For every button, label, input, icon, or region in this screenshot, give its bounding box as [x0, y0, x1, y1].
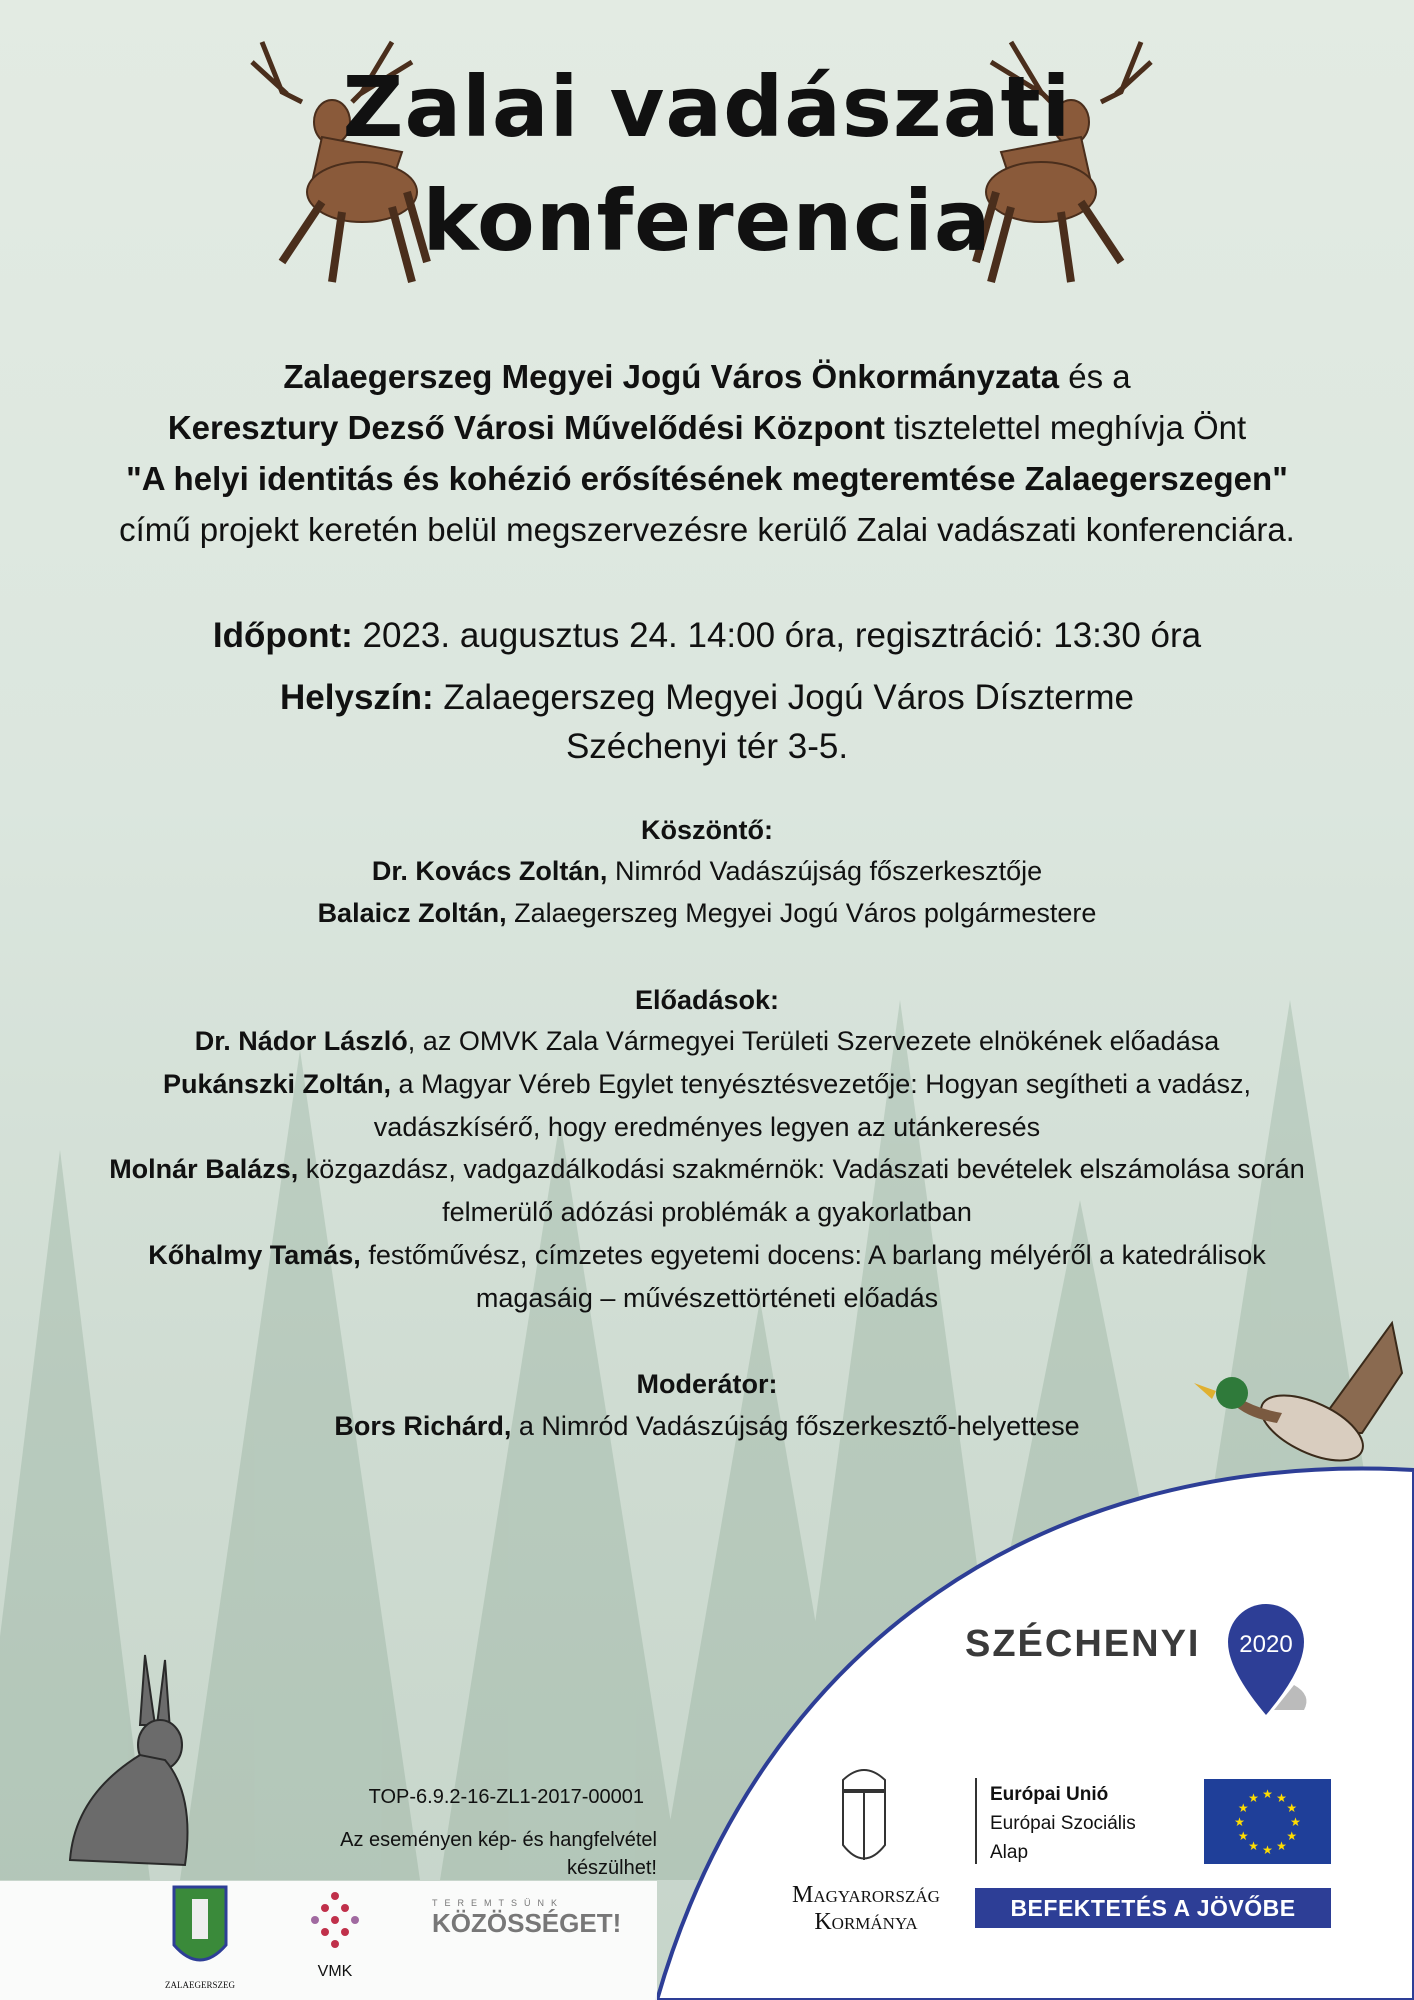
- intro-text: és a: [1059, 358, 1131, 395]
- zalaegerszeg-logo: ZALAEGERSZEG: [165, 1885, 235, 1990]
- talk-item-cont: felmerülő adózási problémák a gyakorlatban: [442, 1197, 972, 1227]
- szechenyi-2020-pin-icon: [1224, 1600, 1314, 1718]
- talks-heading: Előadások:: [634, 985, 780, 1015]
- duck-illustration: [1192, 1313, 1409, 1473]
- intro-line-1: [0, 358, 1414, 396]
- invest-in-future-banner: BEFEKTETÉS A JÖVŐBE: [975, 1888, 1331, 1928]
- moderator: Bors Richárd, a Nimród Vadászújság főszerkesztő-helyettese: [334, 1411, 1080, 1441]
- event-address: Széchenyi tér 3-5.: [565, 727, 849, 766]
- eu-star: ★: [1286, 1829, 1298, 1843]
- recording-notice: készülhet!: [566, 1857, 657, 1879]
- coat-of-arms-icon: [170, 1885, 230, 1975]
- intro-line-3: [0, 460, 1414, 498]
- recording-notice: Az eseményen kép- és hangfelvétel: [340, 1829, 657, 1851]
- organizer-2: Keresztury Dezső Városi Művelődési Központ: [167, 409, 885, 446]
- eu-flag-icon: [1204, 1779, 1331, 1864]
- intro-line-4: című projekt keretén belül megszervezésre kerülő Zalai vadászati konferenciára.: [119, 511, 1295, 548]
- organizer-1: Zalaegerszeg Megyei Jogú Város Önkormányzata: [283, 358, 1060, 395]
- eu-star: ★: [1276, 1790, 1287, 1805]
- project-code: TOP-6.9.2-16-ZL1-2017-00001: [368, 1786, 644, 1808]
- talk-item: Pukánszki Zoltán, a Magyar Véreb Egylet tenyésztésvezetője: Hogyan segítheti a vadász,: [162, 1069, 1252, 1099]
- welcome-speaker: Dr. Kovács Zoltán, Nimród Vadászújság főszerkesztője: [371, 856, 1043, 886]
- government-logo-text: Magyarország Kormánya: [792, 1882, 940, 1935]
- time-label: Időpont:: [212, 616, 353, 655]
- eu-star: ★: [1248, 1790, 1259, 1805]
- eu-star: ★: [1290, 1815, 1301, 1829]
- vmk-logo: VMK: [300, 1888, 370, 1981]
- project-name: "A helyi identitás és kohézió erősítésének megteremtése Zalaegerszegen": [126, 460, 1288, 497]
- event-time: [0, 616, 1414, 656]
- intro-text: tisztelettel meghívja Önt: [884, 409, 1247, 446]
- talk-item: Kőhalmy Tamás, festőművész, címzetes egyetemi docens: A barlang mélyéről a katedrálisok: [148, 1240, 1266, 1270]
- place-value: Zalaegerszeg Megyei Jogú Város Díszterme: [433, 678, 1134, 717]
- intro-line-2: [0, 409, 1414, 447]
- welcome-heading: Köszöntő:: [641, 815, 773, 845]
- event-place: [0, 678, 1414, 718]
- time-value: 2023. augusztus 24. 14:00 óra, regisztráció: 13:30 óra: [352, 616, 1202, 655]
- hare-illustration: [45, 1645, 198, 1874]
- eu-star: ★: [1276, 1839, 1287, 1854]
- svg-text:2020: 2020: [1239, 1631, 1293, 1658]
- teremtsunk-kozosseget-logo: TEREMTSÜNK KÖZÖSSÉGET!: [432, 1898, 622, 1938]
- title-line-2: konferencia: [422, 172, 992, 270]
- eu-star: ★: [1237, 1829, 1249, 1843]
- eu-star: ★: [1262, 1787, 1273, 1801]
- talk-item: Molnár Balázs, közgazdász, vadgazdálkodási szakmérnök: Vadászati bevételek elszámolása során: [109, 1154, 1305, 1184]
- szechenyi-logo-text: SZÉCHENYI: [965, 1623, 1201, 1665]
- eu-star: ★: [1262, 1843, 1273, 1857]
- welcome-speaker: Balaicz Zoltán, Zalaegerszeg Megyei Jogú Város polgármestere: [317, 898, 1097, 928]
- vmk-dots-icon: [305, 1888, 365, 1958]
- eu-star: ★: [1286, 1801, 1298, 1815]
- moderator-heading: Moderátor:: [636, 1369, 778, 1399]
- place-label: Helyszín:: [280, 678, 434, 717]
- talk-item-cont: magasáig – művészettörténeti előadás: [475, 1283, 939, 1313]
- talk-item-cont: vadászkísérő, hogy eredményes legyen az utánkeresés: [373, 1112, 1041, 1142]
- eu-fund-text: Európai Unió Európai Szociális Alap: [990, 1784, 1136, 1863]
- eu-star: ★: [1248, 1839, 1259, 1854]
- eu-star: ★: [1234, 1815, 1245, 1829]
- hungarian-coat-of-arms-icon: [835, 1760, 893, 1874]
- eu-star: ★: [1237, 1801, 1249, 1815]
- title-line-1: Zalai vadászati: [342, 58, 1072, 156]
- talk-item: Dr. Nádor László, az OMVK Zala Vármegyei Területi Szervezete elnökének előadása: [194, 1026, 1220, 1056]
